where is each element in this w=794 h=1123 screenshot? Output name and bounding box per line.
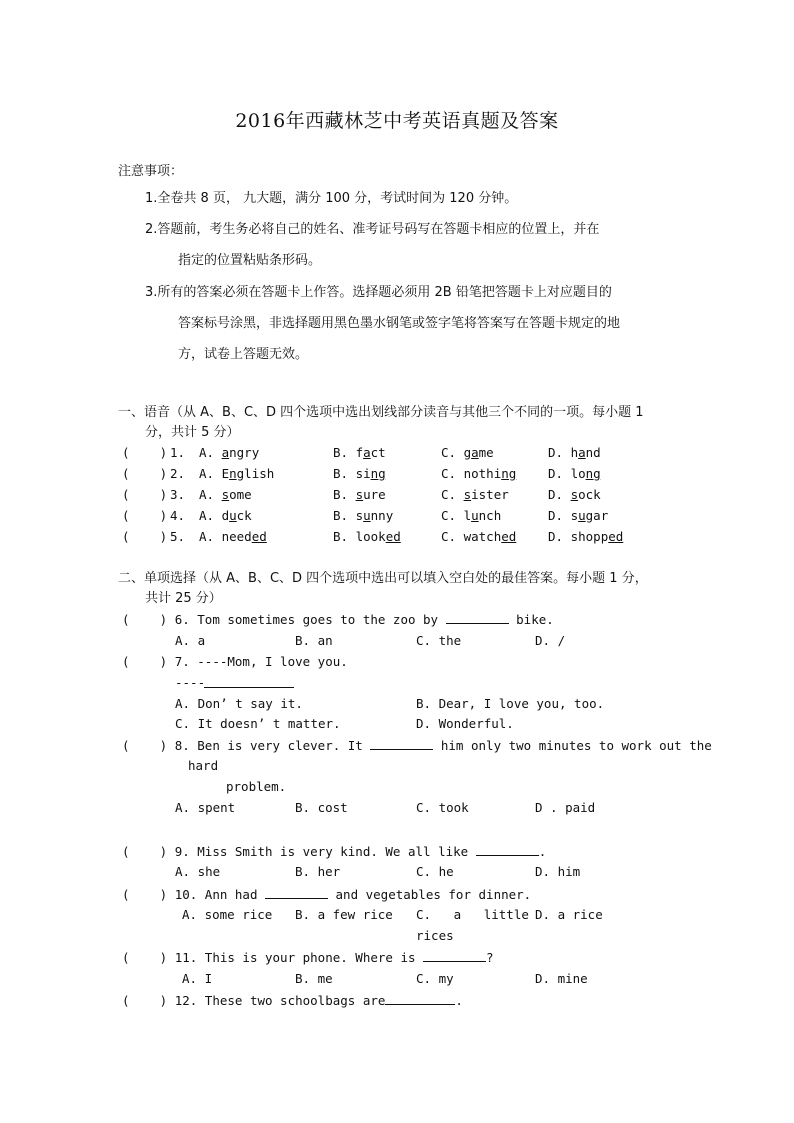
option-word-end: ct <box>370 445 386 460</box>
option-word-end: nch <box>478 508 502 523</box>
underlined-letters: ng <box>501 466 517 481</box>
option-word-end: ister <box>471 487 509 502</box>
underlined-letters: u <box>363 508 371 523</box>
underlined-letters: ed <box>385 529 401 544</box>
answer-blank <box>370 737 433 750</box>
option-letter: D. <box>548 508 564 523</box>
section-2-heading-cont: 共计 25 分） <box>145 591 222 606</box>
question-number: 4. <box>170 508 186 523</box>
option-word-start: lo <box>570 466 586 481</box>
option-word-start: f <box>355 445 364 460</box>
question-7-reply <box>175 675 205 690</box>
option-letter: A. <box>199 445 215 460</box>
option-letter: C. <box>441 466 457 481</box>
question-8 <box>122 737 712 753</box>
underlined-letters: ng <box>370 466 386 481</box>
underlined-letters: u <box>578 508 586 523</box>
option-b: B. her <box>295 864 341 879</box>
question-number: 2. <box>170 466 186 481</box>
underlined-letters: s <box>463 487 472 502</box>
answer-blank <box>423 949 486 962</box>
underlined-letters: ng <box>585 466 601 481</box>
notice-line-1: 1.全卷共 8 页， 九大题，满分 100 分，考试时间为 120 分钟。 <box>145 191 518 206</box>
question-row <box>0 508 794 526</box>
option-d <box>548 445 601 460</box>
option-d <box>548 508 608 523</box>
question-11-text: 11. This is your phone. Where is <box>174 950 424 965</box>
notice-line-2b: 指定的位置粘贴条形码。 <box>178 253 322 268</box>
option-letter: C. <box>441 487 457 502</box>
option-letter: B. <box>333 508 349 523</box>
question-10-text-end: and vegetables for dinner. <box>328 887 532 902</box>
question-12 <box>122 992 463 1008</box>
option-c <box>441 466 516 481</box>
answer-parenthesis: ( ) <box>122 950 168 965</box>
notice-line-3b: 答案标号涂黑，非选择题用黑色墨水钢笔或签字笔将答案写在答题卡规定的地 <box>178 316 621 331</box>
option-b: B. Dear, I love you, too. <box>416 696 605 711</box>
answer-parenthesis: ( ) <box>122 993 168 1008</box>
option-a: A. some rice <box>182 907 273 922</box>
option-b <box>333 487 386 502</box>
answer-parenthesis: ( ) <box>122 529 168 544</box>
notice-line-3c: 方，试卷上答题无效。 <box>178 347 309 362</box>
underlined-letters: s <box>221 487 230 502</box>
option-c: C. It doesn’ t matter. <box>175 716 341 731</box>
option-c <box>441 487 509 502</box>
option-c: C. took <box>416 800 469 815</box>
option-word-end: me <box>478 445 494 460</box>
option-a: A. I <box>182 971 213 986</box>
option-b: B. cost <box>295 800 348 815</box>
answer-blank <box>385 992 455 1005</box>
question-9-text-end: . <box>538 844 547 859</box>
question-7-dashes: ---- <box>175 675 206 690</box>
option-word-start: s <box>570 508 579 523</box>
question-8-text: 8. Ben is very clever. It <box>174 738 371 753</box>
question-10 <box>122 886 531 902</box>
question-7-text: 7. ----Mom, I love you. <box>174 654 348 669</box>
option-b <box>333 529 401 544</box>
option-letter: A. <box>199 466 215 481</box>
answer-parenthesis: ( ) <box>122 738 168 753</box>
section-1-heading-cont: 分，共计 5 分） <box>145 425 240 440</box>
underlined-letters: a <box>363 445 371 460</box>
question-row <box>0 529 794 547</box>
option-word-end: ck <box>236 508 252 523</box>
option-a <box>199 508 252 523</box>
question-6-text: 6. Tom sometimes goes to the zoo by <box>174 612 446 627</box>
question-9 <box>122 843 546 859</box>
option-a <box>199 487 252 502</box>
question-row <box>0 487 794 505</box>
option-word-start: si <box>355 466 371 481</box>
option-d <box>548 529 623 544</box>
page-title: 2016年西藏林芝中考英语真题及答案 <box>235 110 559 132</box>
option-word-end: ure <box>363 487 386 502</box>
question-11-text-end: ? <box>486 950 494 965</box>
option-word-start: shopp <box>570 529 609 544</box>
underlined-letters: u <box>471 508 479 523</box>
question-7 <box>122 654 348 669</box>
option-d: D. him <box>535 864 581 879</box>
option-c <box>441 508 501 523</box>
option-letter: A. <box>199 487 215 502</box>
option-word-start: E <box>221 466 230 481</box>
option-letter: B. <box>333 487 349 502</box>
option-word-end: gar <box>585 508 609 523</box>
option-a <box>199 445 259 460</box>
underlined-letters: a <box>221 445 230 460</box>
option-word-end: nd <box>585 445 601 460</box>
option-c <box>441 529 516 544</box>
answer-parenthesis: ( ) <box>122 487 168 502</box>
question-8-text-end: him only two minutes to work out the <box>433 738 712 753</box>
answer-parenthesis: ( ) <box>122 445 168 460</box>
option-c: C. a little <box>416 907 529 922</box>
underlined-letters: a <box>471 445 479 460</box>
option-letter: A. <box>199 508 215 523</box>
answer-parenthesis: ( ) <box>122 844 168 859</box>
answer-parenthesis: ( ) <box>122 466 168 481</box>
option-word-start: need <box>221 529 252 544</box>
section-1-heading: 一、语音（从 A、B、C、D 四个选项中选出划线部分读音与其他三个不同的一项。每小题 1 <box>118 405 644 420</box>
option-word-start: nothi <box>463 466 502 481</box>
option-letter: C. <box>441 529 457 544</box>
question-number: 3. <box>170 487 186 502</box>
answer-blank <box>204 687 294 688</box>
question-12-text-end: . <box>455 993 463 1008</box>
option-b: B. an <box>295 633 333 648</box>
option-a: A. Don’ t say it. <box>175 696 303 711</box>
option-c: C. my <box>416 971 454 986</box>
option-d: D . paid <box>535 800 596 815</box>
option-word-end: nny <box>370 508 394 523</box>
option-letter: A. <box>199 529 215 544</box>
answer-blank <box>446 611 509 624</box>
option-a <box>199 529 267 544</box>
question-8-line-2: hard <box>188 758 219 773</box>
question-6 <box>122 611 554 627</box>
option-b <box>333 466 386 481</box>
option-c: C. the <box>416 633 462 648</box>
option-word-start: s <box>355 508 364 523</box>
underlined-letters: ed <box>608 529 624 544</box>
question-6-text-end: bike. <box>508 612 554 627</box>
option-c-cont: rices <box>416 928 454 943</box>
underlined-letters: s <box>570 487 579 502</box>
notice-line-2a: 2.答题前，考生务必将自己的姓名、准考证号码写在答题卡相应的位置上，并在 <box>145 222 600 237</box>
option-word-start: g <box>463 445 472 460</box>
option-a: A. spent <box>175 800 236 815</box>
option-d: D. / <box>535 633 566 648</box>
option-word-start: h <box>570 445 579 460</box>
option-word-start: d <box>221 508 230 523</box>
option-letter: C. <box>441 445 457 460</box>
answer-parenthesis: ( ) <box>122 887 168 902</box>
question-number: 5. <box>170 529 186 544</box>
option-word-start: look <box>355 529 386 544</box>
option-letter: D. <box>548 445 564 460</box>
option-letter: C. <box>441 508 457 523</box>
option-b <box>333 445 386 460</box>
answer-blank <box>476 843 539 856</box>
option-d: D. a rice <box>535 907 603 922</box>
question-row <box>0 466 794 484</box>
option-word-start: watch <box>463 529 502 544</box>
option-letter: B. <box>333 445 349 460</box>
section-2-heading: 二、单项选择（从 A、B、C、D 四个选项中选出可以填入空白处的最佳答案。每小题 1 分， <box>118 571 648 586</box>
option-a: A. a <box>175 633 206 648</box>
option-c <box>441 445 494 460</box>
option-letter: D. <box>548 466 564 481</box>
underlined-letters: ed <box>251 529 267 544</box>
option-b: B. me <box>295 971 333 986</box>
option-letter: D. <box>548 529 564 544</box>
notice-heading: 注意事项： <box>118 164 184 179</box>
notice-line-3a: 3.所有的答案必须在答题卡上作答。选择题必须用 2B 铅笔把答题卡上对应题目的 <box>145 285 612 300</box>
answer-blank <box>265 886 328 899</box>
question-9-text: 9. Miss Smith is very kind. We all like <box>174 844 476 859</box>
option-c: C. he <box>416 864 454 879</box>
option-word-end: ome <box>229 487 252 502</box>
option-letter: D. <box>548 487 564 502</box>
option-word-start: l <box>463 508 472 523</box>
option-d: D. mine <box>535 971 588 986</box>
question-row <box>0 445 794 463</box>
underlined-letters: u <box>229 508 237 523</box>
option-word-end: ngry <box>229 445 260 460</box>
option-b: B. a few rice <box>295 907 393 922</box>
question-number: 1. <box>170 445 186 460</box>
option-b <box>333 508 393 523</box>
option-d: D. Wonderful. <box>416 716 514 731</box>
underlined-letters: a <box>578 445 586 460</box>
option-a <box>199 466 274 481</box>
question-11 <box>122 949 494 965</box>
answer-parenthesis: ( ) <box>122 654 168 669</box>
option-word-end: glish <box>236 466 275 481</box>
underlined-letters: s <box>355 487 364 502</box>
underlined-letters: n <box>229 466 237 481</box>
question-8-line-3: problem. <box>226 779 287 794</box>
option-d <box>548 466 601 481</box>
answer-parenthesis: ( ) <box>122 508 168 523</box>
option-d <box>548 487 601 502</box>
option-letter: B. <box>333 529 349 544</box>
underlined-letters: ed <box>501 529 517 544</box>
option-word-end: ock <box>578 487 601 502</box>
question-10-text: 10. Ann had <box>174 887 265 902</box>
option-a: A. she <box>175 864 221 879</box>
option-letter: B. <box>333 466 349 481</box>
question-12-text: 12. These two schoolbags are <box>174 993 386 1008</box>
answer-parenthesis: ( ) <box>122 612 168 627</box>
